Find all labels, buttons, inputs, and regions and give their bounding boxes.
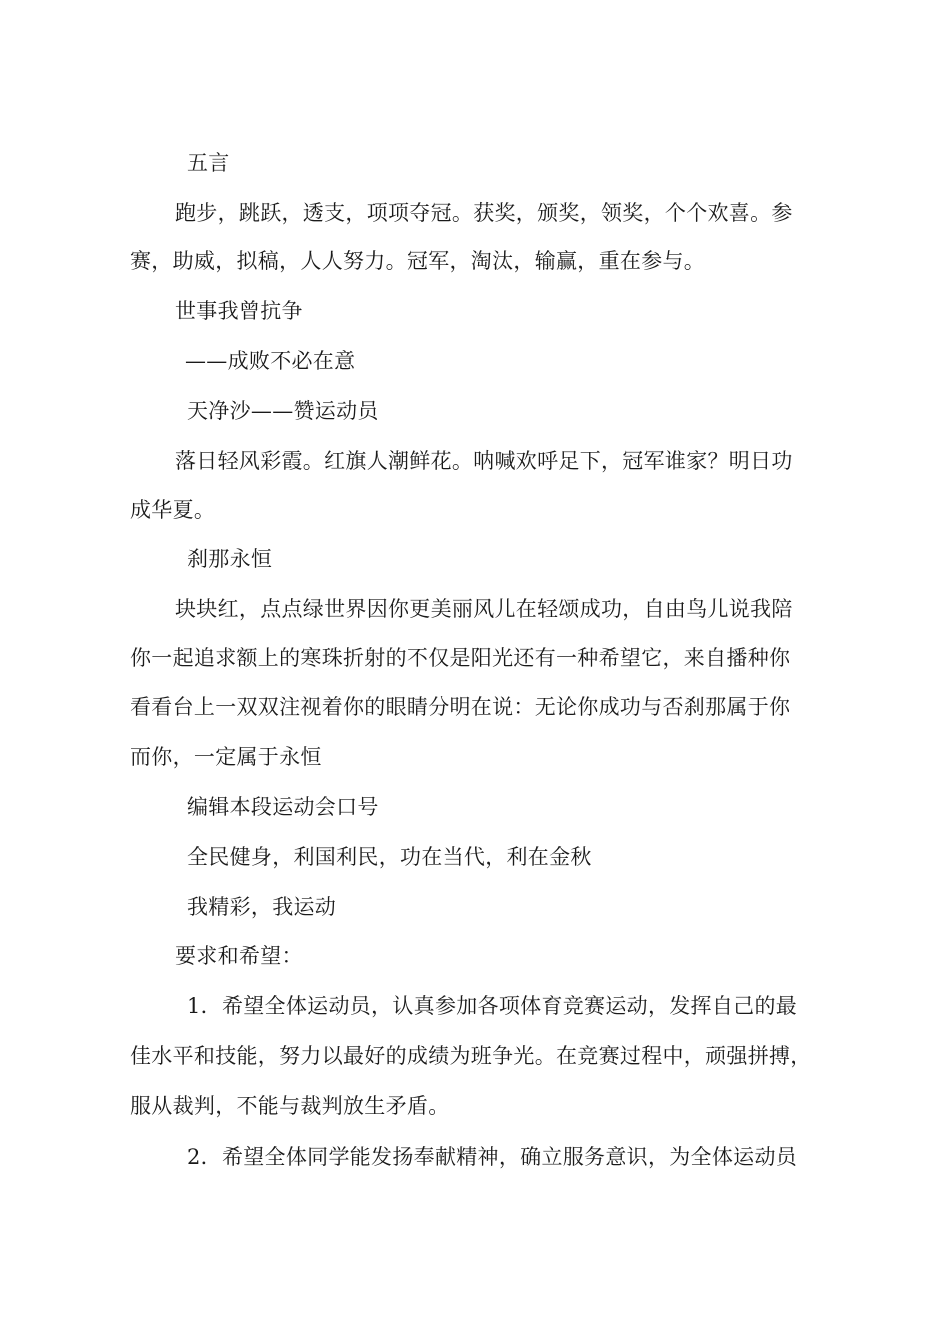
list-item-line: 2．希望全体同学能发扬奉献精神，确立服务意识，为全体运动员	[187, 1145, 798, 1169]
heading-requirements: 要求和希望：	[175, 944, 303, 968]
list-item-line: 1．希望全体运动员，认真参加各项体育竞赛运动，发挥自己的最	[187, 994, 798, 1018]
paragraph-line: 而你，一定属于永恒	[130, 745, 322, 769]
subheading-chengbai: ——成败不必在意	[185, 349, 356, 373]
heading-slogans: 编辑本段运动会口号	[187, 795, 379, 819]
list-item-line: 佳水平和技能，努力以最好的成绩为班争光。在竞赛过程中，顽强拼搏，	[130, 1044, 812, 1068]
paragraph-line: 跑步，跳跃，透支，项项夺冠。获奖，颁奖，领奖，个个欢喜。参	[175, 201, 793, 225]
heading-chanayongheng: 刹那永恒	[187, 547, 273, 571]
heading-wuyan: 五言	[187, 151, 230, 175]
list-item-line: 服从裁判，不能与裁判放生矛盾。	[130, 1094, 450, 1118]
heading-shishi: 世事我曾抗争	[175, 299, 303, 323]
paragraph-line: 赛，助威，拟稿，人人努力。冠军，淘汰，输赢，重在参与。	[130, 249, 706, 273]
paragraph-line: 成华夏。	[130, 498, 216, 522]
heading-tianjingsha: 天净沙——赞运动员	[187, 399, 379, 423]
paragraph-line: 块块红，点点绿世界因你更美丽风儿在轻颂成功，自由鸟儿说我陪	[175, 597, 793, 621]
slogan-line: 全民健身，利国利民，功在当代，利在金秋	[187, 845, 592, 869]
slogan-line: 我精彩，我运动	[187, 895, 337, 919]
paragraph-line: 你一起追求额上的寒珠折射的不仅是阳光还有一种希望它，来自播种你	[130, 646, 791, 670]
paragraph-line: 落日轻风彩霞。红旗人潮鲜花。呐喊欢呼足下，冠军谁家？明日功	[175, 449, 793, 473]
paragraph-line: 看看台上一双双注视着你的眼睛分明在说：无论你成功与否刹那属于你	[130, 695, 791, 719]
